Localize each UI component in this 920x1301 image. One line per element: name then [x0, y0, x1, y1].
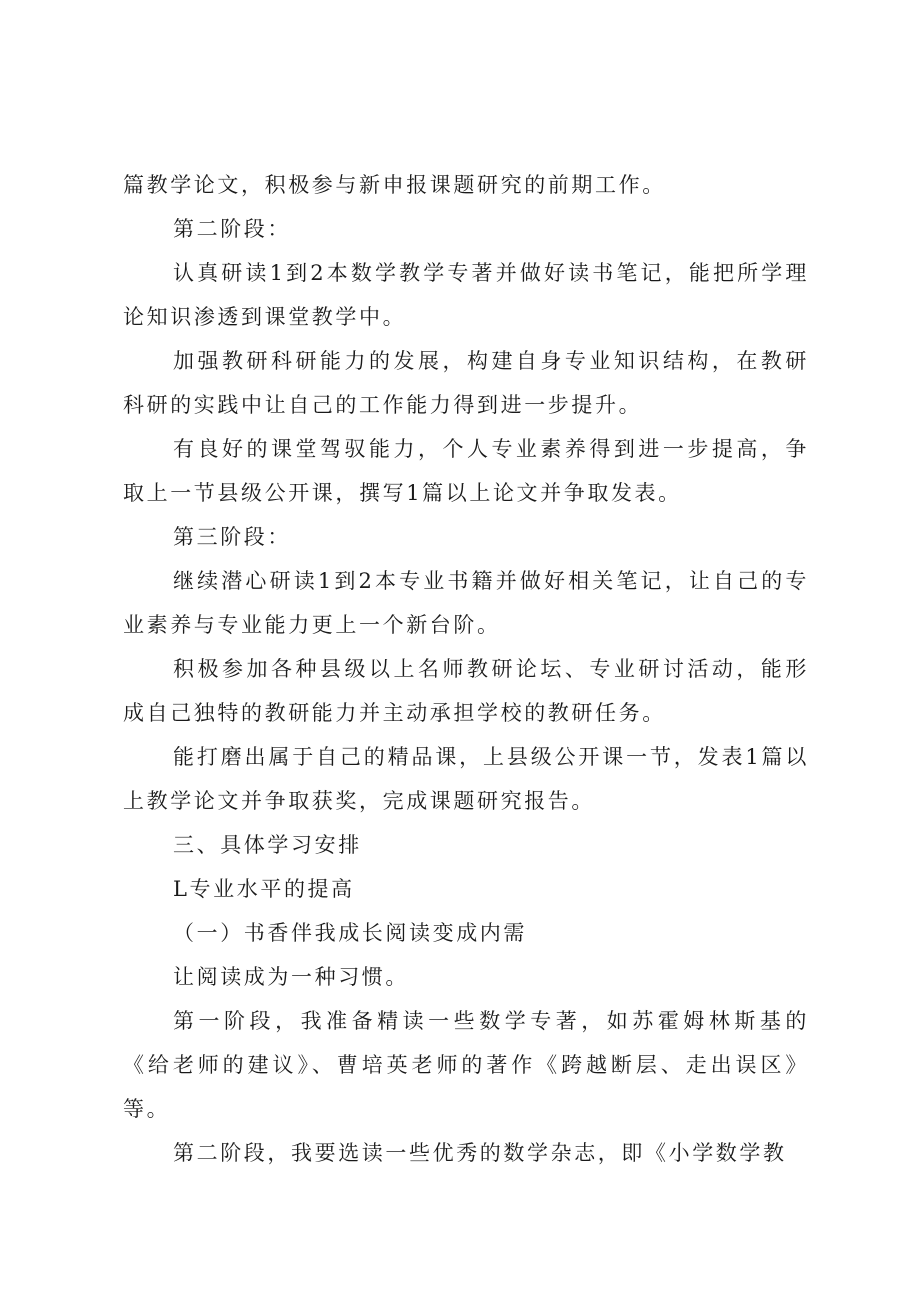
paragraph: 加强教研科研能力的发展，构建自身专业知识结构，在教研科研的实践中让自己的工作能力得到进一步提升。	[123, 349, 809, 417]
document-body	[123, 163, 809, 1175]
paragraph-continuation: 篇教学论文，积极参与新申报课题研究的前期工作。	[123, 173, 666, 197]
paragraph: 有良好的课堂驾驭能力，个人专业素养得到进一步提高，争取上一节县级公开课，撰写1篇以上论文并争取发表。	[123, 437, 809, 505]
stage-two-heading: 第二阶段：	[173, 217, 291, 241]
paragraph: 能打磨出属于自己的精品课，上县级公开课一节，发表1篇以上教学论文并争取获奖，完成课题研究报告。	[123, 745, 809, 813]
section-heading: 三、具体学习安排	[173, 833, 362, 857]
paragraph: 继续潜心研读1到2本专业书籍并做好相关笔记，让自己的专业素养与专业能力更上一个新台阶。	[123, 569, 809, 637]
paragraph: 积极参加各种县级以上名师教研论坛、专业研讨活动，能形成自己独特的教研能力并主动承担学校的教研任务。	[123, 657, 809, 725]
paragraph: 第二阶段，我要选读一些优秀的数学杂志，即《小学数学教	[173, 1141, 787, 1165]
paragraph: 认真研读1到2本数学教学专著并做好读书笔记，能把所学理论知识渗透到课堂教学中。	[123, 261, 809, 329]
subsection-heading: L专业水平的提高	[173, 877, 355, 901]
sub-subsection-heading: （一）书香伴我成长阅读变成内需	[173, 921, 527, 945]
stage-three-heading: 第三阶段：	[173, 525, 291, 549]
paragraph: 第一阶段，我准备精读一些数学专著，如苏霍姆林斯基的《给老师的建议》、曹培英老师的著作《跨越断层、走出误区》等。	[123, 1009, 809, 1121]
paragraph: 让阅读成为一种习惯。	[173, 965, 409, 989]
